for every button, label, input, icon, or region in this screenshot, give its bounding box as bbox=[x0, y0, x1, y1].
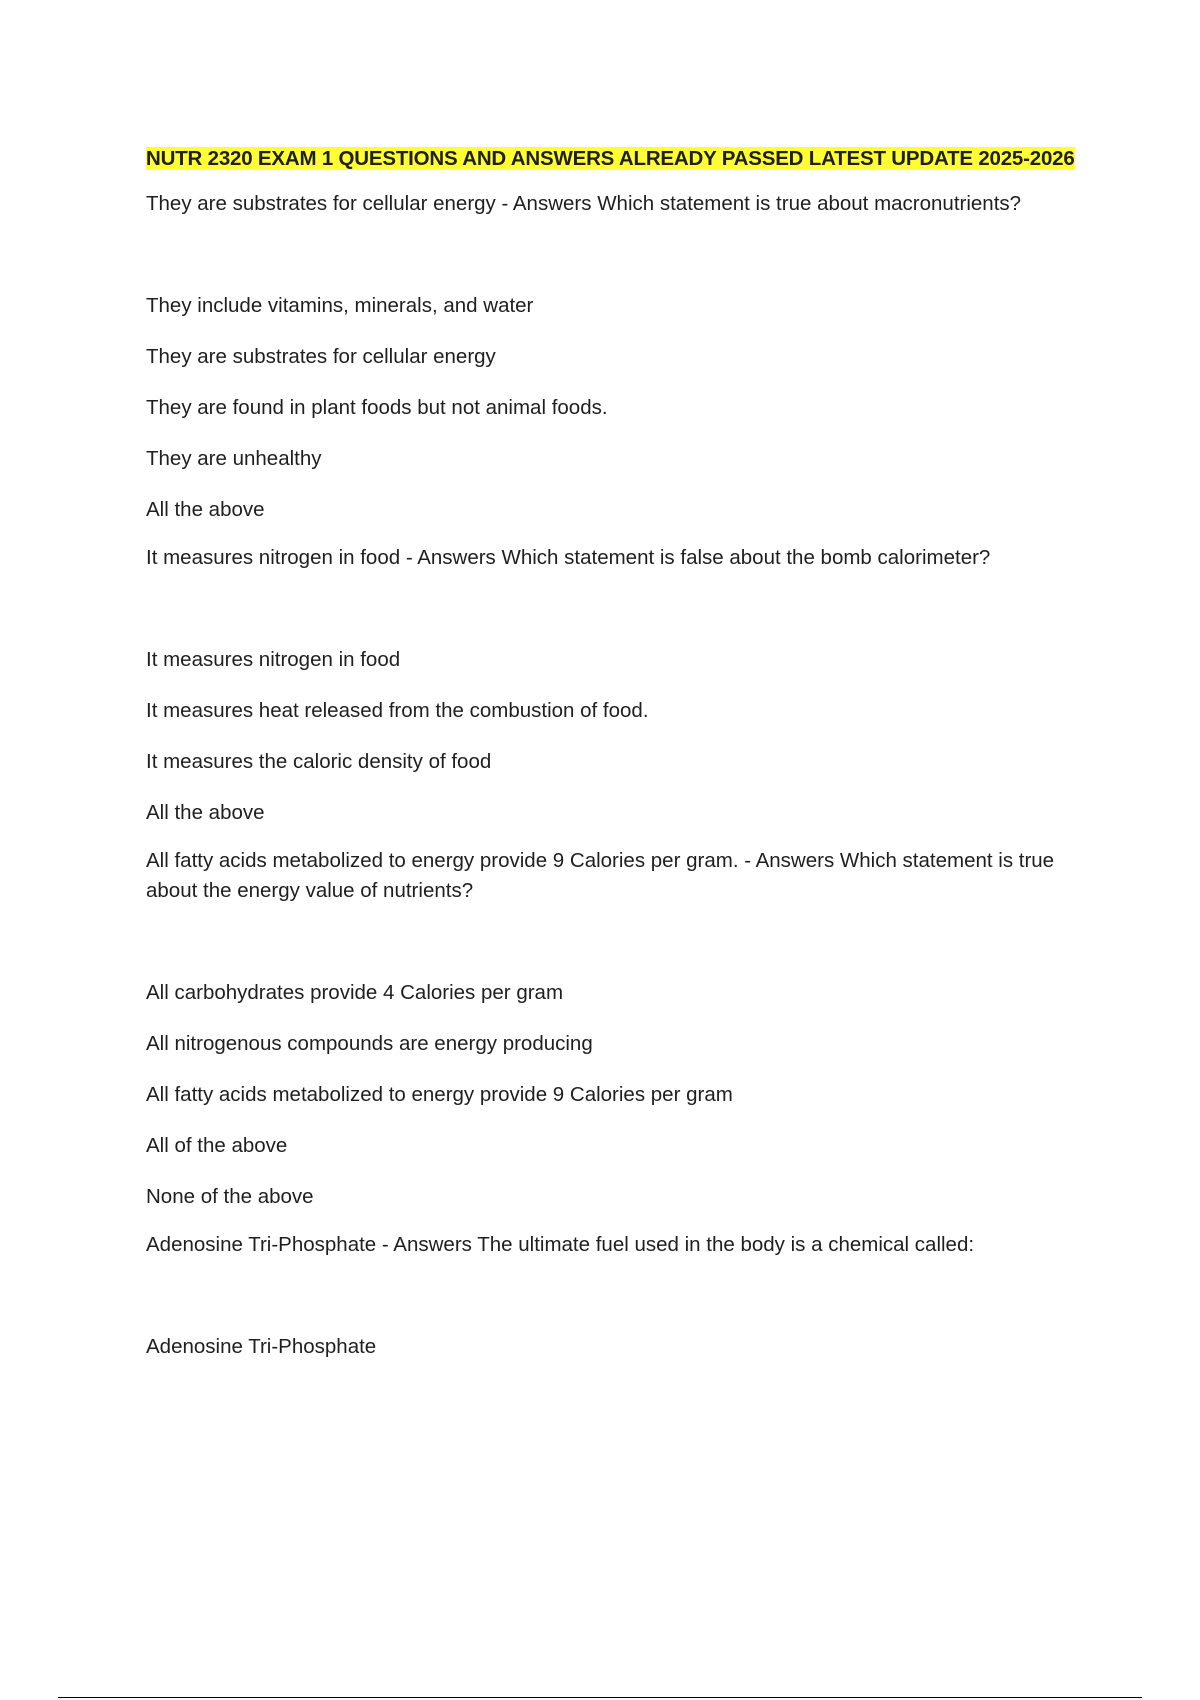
question-2: It measures nitrogen in food - Answers Which statement is false about the bomb calorimeter? bbox=[146, 546, 991, 569]
answer-option: All nitrogenous compounds are energy producing bbox=[146, 1032, 593, 1055]
answer-option: All the above bbox=[146, 801, 265, 824]
question-3: All fatty acids metabolized to energy provide 9 Calories per gram. - Answers Which statement is true about the energy value of nutrients? bbox=[146, 849, 1055, 902]
answer-option: It measures the caloric density of food bbox=[146, 750, 492, 773]
answer-option: They are substrates for cellular energy bbox=[146, 345, 496, 368]
answer-option: All carbohydrates provide 4 Calories per gram bbox=[146, 981, 564, 1004]
answer-option: All of the above bbox=[146, 1134, 288, 1157]
answer-option: They are unhealthy bbox=[146, 447, 322, 470]
page-bottom-rule bbox=[58, 1697, 1142, 1698]
page-title bbox=[146, 143, 1106, 175]
answer-option: All the above bbox=[146, 498, 265, 521]
answer-option: They include vitamins, minerals, and water bbox=[146, 294, 534, 317]
document-content bbox=[146, 143, 1106, 1380]
answer-option: Adenosine Tri-Phosphate bbox=[146, 1335, 377, 1358]
answer-option: They are found in plant foods but not animal foods. bbox=[146, 396, 608, 419]
answer-option: All fatty acids metabolized to energy provide 9 Calories per gram bbox=[146, 1083, 733, 1106]
question-1: They are substrates for cellular energy - Answers Which statement is true about macronutrients? bbox=[146, 192, 1022, 215]
question-4: Adenosine Tri-Phosphate - Answers The ultimate fuel used in the body is a chemical called: bbox=[146, 1233, 975, 1256]
answer-option: It measures heat released from the combustion of food. bbox=[146, 699, 649, 722]
answer-option: None of the above bbox=[146, 1185, 314, 1208]
answer-option: It measures nitrogen in food bbox=[146, 648, 401, 671]
title-highlight: NUTR 2320 EXAM 1 QUESTIONS AND ANSWERS ALREADY PASSED LATEST UPDATE 2025-2026 bbox=[146, 147, 1075, 170]
